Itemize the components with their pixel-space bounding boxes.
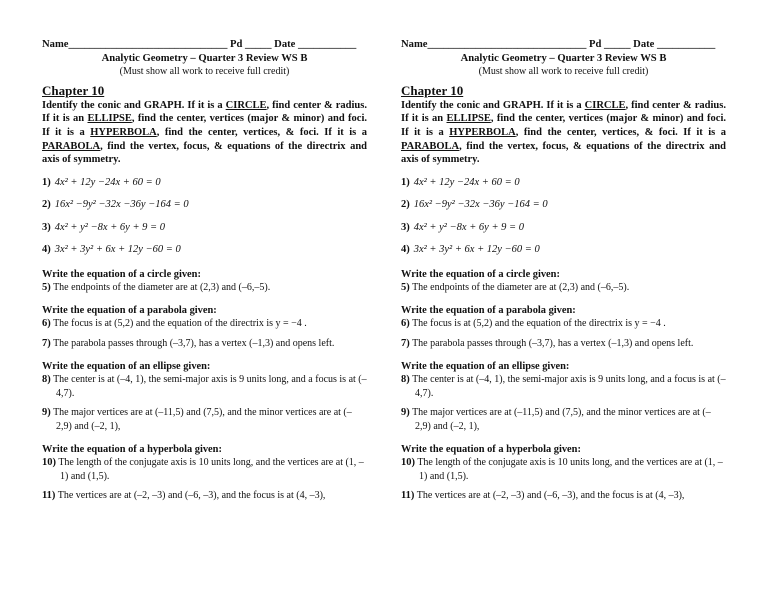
instr-text-5: , find the vertex, focus, & equations of the directrix and axis of symmetry. bbox=[401, 140, 726, 166]
parabola-section bbox=[42, 304, 367, 351]
instr-circle: CIRCLE bbox=[225, 99, 267, 111]
worksheet-right bbox=[401, 38, 726, 503]
ellipse-section-title: Write the equation of an ellipse given: bbox=[42, 360, 211, 372]
equation-4: 4) 3x² + 3y² + 6x + 12y −60 = 0 bbox=[42, 244, 181, 256]
circle-section-title: Write the equation of a circle given: bbox=[401, 268, 560, 280]
hyperbola-section-title: Write the equation of a hyperbola given: bbox=[401, 443, 581, 455]
worksheet-left bbox=[42, 38, 367, 503]
ellipse-section-title: Write the equation of an ellipse given: bbox=[401, 360, 570, 372]
worksheet-title: Analytic Geometry – Quarter 3 Review WS B bbox=[460, 53, 667, 65]
hyperbola-section-title: Write the equation of a hyperbola given: bbox=[42, 443, 222, 455]
instr-text-1: Identify the conic and GRAPH. If it is a bbox=[42, 99, 226, 111]
problem-10: 10) The length of the conjugate axis is 10 units long, and the vertices are at (1, –1) and (1,5). bbox=[42, 456, 364, 482]
problem-6: 6) The focus is at (5,2) and the equation of the directrix is y = −4 . bbox=[42, 318, 307, 330]
problem-11: 11) The vertices are at (–2, –3) and (–6, –3), and the focus is at (4, –3), bbox=[401, 489, 685, 501]
instr-ellipse: ELLIPSE bbox=[446, 113, 491, 125]
chapter-heading: Chapter 10 bbox=[401, 83, 464, 99]
instr-text-2: , find center & radius. If it is an bbox=[42, 99, 367, 125]
instructions bbox=[401, 99, 726, 167]
problem-5: 5) The endpoints of the diameter are at (2,3) and (–6,–5). bbox=[401, 281, 630, 293]
instr-parabola: PARABOLA bbox=[401, 140, 460, 152]
hyperbola-section bbox=[42, 443, 367, 503]
equation-1: 1) 4x² + 12y −24x + 60 = 0 bbox=[42, 176, 161, 188]
parabola-section bbox=[401, 304, 726, 351]
name-line: Name______________________________ Pd _____ Date ___________ bbox=[42, 39, 357, 50]
instr-parabola: PARABOLA bbox=[42, 140, 101, 152]
instr-text-4: , find the center, vertices, & foci. If it is a bbox=[156, 126, 367, 138]
name-line: Name______________________________ Pd _____ Date ___________ bbox=[401, 39, 716, 50]
equation-4: 4) 3x² + 3y² + 6x + 12y −60 = 0 bbox=[401, 244, 540, 256]
instr-hyperbola: HYPERBOLA bbox=[90, 126, 157, 138]
ellipse-section bbox=[42, 360, 367, 434]
equation-list bbox=[42, 176, 367, 266]
equation-1: 1) 4x² + 12y −24x + 60 = 0 bbox=[401, 176, 520, 188]
hyperbola-section bbox=[401, 443, 726, 503]
circle-section bbox=[42, 268, 367, 295]
instr-text-2: , find center & radius. If it is an bbox=[401, 99, 726, 125]
problem-7: 7) The parabola passes through (–3,7), has a vertex (–1,3) and opens left. bbox=[42, 337, 335, 349]
circle-section-title: Write the equation of a circle given: bbox=[42, 268, 201, 280]
instructions bbox=[42, 99, 367, 167]
ellipse-section bbox=[401, 360, 726, 434]
equation-3: 3) 4x² + y² −8x + 6y + 9 = 0 bbox=[401, 221, 524, 233]
equation-list bbox=[401, 176, 726, 266]
problem-10: 10) The length of the conjugate axis is 10 units long, and the vertices are at (1, –1) and (1,5). bbox=[401, 456, 723, 482]
worksheet-subtitle: (Must show all work to receive full credit) bbox=[478, 65, 649, 77]
worksheet-title: Analytic Geometry – Quarter 3 Review WS B bbox=[101, 53, 308, 65]
problem-7: 7) The parabola passes through (–3,7), has a vertex (–1,3) and opens left. bbox=[401, 337, 694, 349]
problem-8: 8) The center is at (–4, 1), the semi-major axis is 9 units long, and a focus is at (–4,7). bbox=[401, 373, 726, 400]
instr-text-1: Identify the conic and GRAPH. If it is a bbox=[401, 99, 585, 111]
parabola-section-title: Write the equation of a parabola given: bbox=[401, 305, 576, 317]
instr-hyperbola: HYPERBOLA bbox=[449, 126, 516, 138]
problem-8: 8) The center is at (–4, 1), the semi-major axis is 9 units long, and a focus is at (–4,7). bbox=[42, 373, 367, 400]
problem-6: 6) The focus is at (5,2) and the equation of the directrix is y = −4 . bbox=[401, 318, 666, 330]
equation-2: 2) 16x² −9y² −32x −36y −164 = 0 bbox=[42, 199, 189, 211]
instr-text-3: , find the center, vertices (major & minor) and foci. If it is a bbox=[42, 113, 367, 138]
instr-text-5: , find the vertex, focus, & equations of the directrix and axis of symmetry. bbox=[42, 140, 367, 166]
circle-section bbox=[401, 268, 726, 295]
problem-11: 11) The vertices are at (–2, –3) and (–6, –3), and the focus is at (4, –3), bbox=[42, 489, 326, 501]
worksheet-subtitle: (Must show all work to receive full credit) bbox=[119, 65, 290, 77]
problem-5: 5) The endpoints of the diameter are at (2,3) and (–6,–5). bbox=[42, 281, 271, 293]
equation-3: 3) 4x² + y² −8x + 6y + 9 = 0 bbox=[42, 221, 165, 233]
instr-circle: CIRCLE bbox=[584, 99, 626, 111]
problem-9: 9) The major vertices are at (–11,5) and (7,5), and the minor vertices are at (–2,9) and (–2, 1), bbox=[42, 406, 352, 433]
equation-2: 2) 16x² −9y² −32x −36y −164 = 0 bbox=[401, 199, 548, 211]
instr-ellipse: ELLIPSE bbox=[87, 113, 132, 125]
instr-text-3: , find the center, vertices (major & minor) and foci. If it is a bbox=[401, 113, 726, 138]
instr-text-4: , find the center, vertices, & foci. If it is a bbox=[515, 126, 726, 138]
parabola-section-title: Write the equation of a parabola given: bbox=[42, 305, 217, 317]
problem-9: 9) The major vertices are at (–11,5) and (7,5), and the minor vertices are at (–2,9) and (–2, 1), bbox=[401, 406, 711, 433]
chapter-heading: Chapter 10 bbox=[42, 83, 105, 99]
